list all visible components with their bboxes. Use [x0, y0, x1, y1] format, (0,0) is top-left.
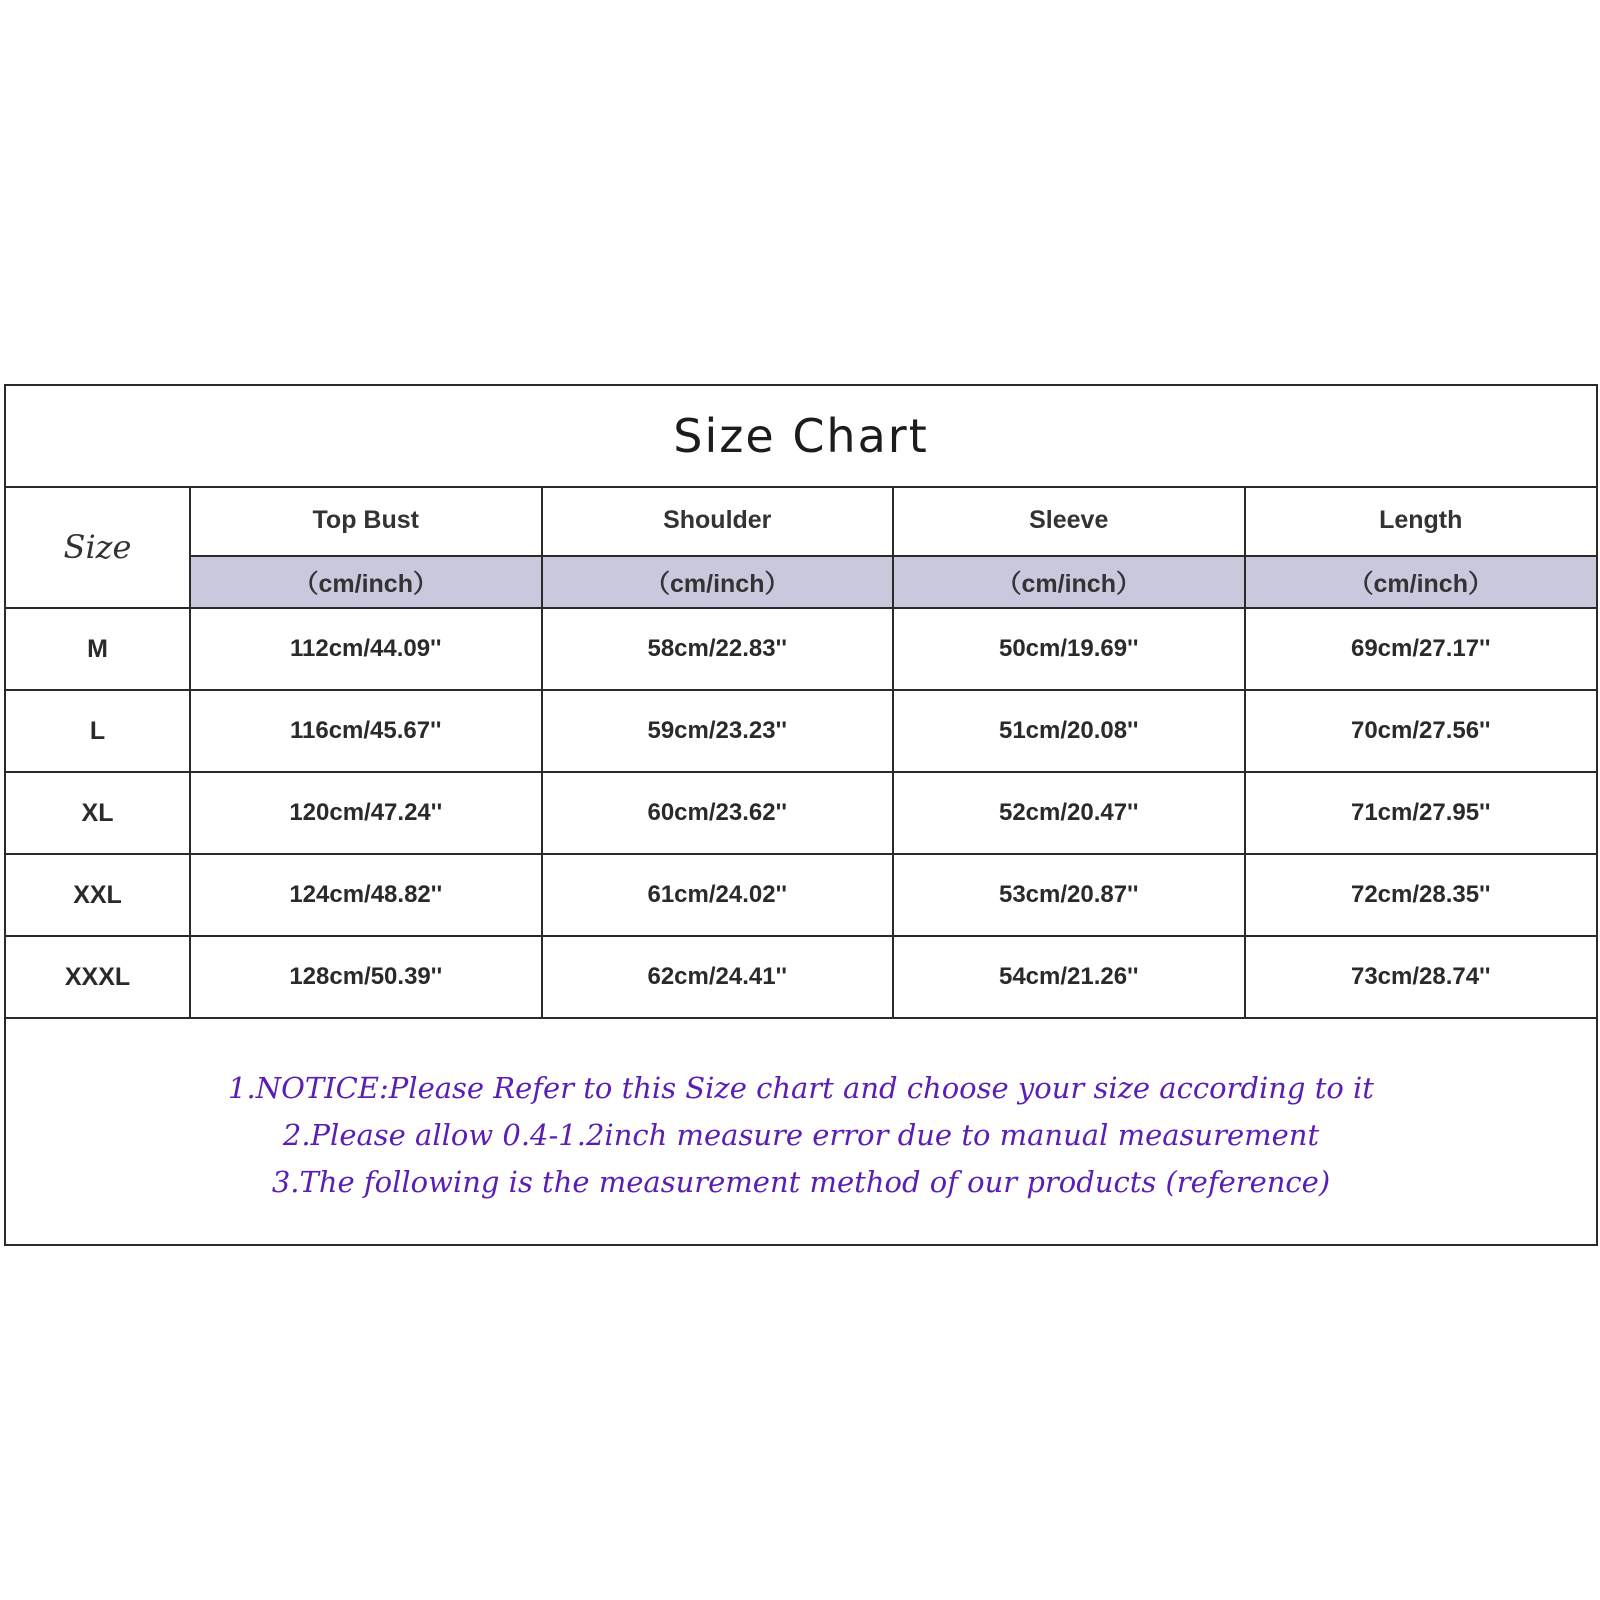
- notice-block: [6, 1026, 1596, 1244]
- cell-length: 69cm/27.17'': [1245, 608, 1597, 690]
- size-label: M: [6, 608, 190, 690]
- size-chart: [4, 384, 1598, 1246]
- unit-row: [6, 556, 1596, 608]
- chart-title: Size Chart: [6, 386, 1596, 488]
- cell-shoulder: 60cm/23.62'': [542, 772, 894, 854]
- notice-line-3: 3.The following is the measurement method of our products (reference): [271, 1164, 1331, 1199]
- cell-length: 70cm/27.56'': [1245, 690, 1597, 772]
- table-row: [6, 608, 1596, 690]
- cell-top-bust: 128cm/50.39'': [190, 936, 542, 1018]
- unit-label-shoulder: （cm/inch）: [542, 556, 894, 608]
- header-row: [6, 486, 1596, 556]
- cell-shoulder: 58cm/22.83'': [542, 608, 894, 690]
- size-label: XXL: [6, 854, 190, 936]
- column-header-top-bust: Top Bust: [190, 486, 542, 556]
- cell-length: 72cm/28.35'': [1245, 854, 1597, 936]
- table-row: [6, 690, 1596, 772]
- cell-shoulder: 62cm/24.41'': [542, 936, 894, 1018]
- size-label: XL: [6, 772, 190, 854]
- cell-sleeve: 52cm/20.47'': [893, 772, 1245, 854]
- cell-length: 73cm/28.74'': [1245, 936, 1597, 1018]
- size-label: XXXL: [6, 936, 190, 1018]
- cell-top-bust: 116cm/45.67'': [190, 690, 542, 772]
- column-header-shoulder: Shoulder: [542, 486, 894, 556]
- notice-line-1: 1.NOTICE:Please Refer to this Size chart and choose your size according to it: [228, 1070, 1374, 1105]
- cell-top-bust: 112cm/44.09'': [190, 608, 542, 690]
- size-table: [6, 486, 1596, 1019]
- cell-top-bust: 124cm/48.82'': [190, 854, 542, 936]
- cell-sleeve: 51cm/20.08'': [893, 690, 1245, 772]
- size-column-header: Size: [6, 486, 190, 608]
- cell-shoulder: 59cm/23.23'': [542, 690, 894, 772]
- unit-label-sleeve: （cm/inch）: [893, 556, 1245, 608]
- unit-label-top-bust: （cm/inch）: [190, 556, 542, 608]
- table-row: [6, 936, 1596, 1018]
- table-row: [6, 854, 1596, 936]
- notice-line-2: 2.Please allow 0.4-1.2inch measure error due to manual measurement: [282, 1117, 1320, 1152]
- column-header-length: Length: [1245, 486, 1597, 556]
- cell-sleeve: 50cm/19.69'': [893, 608, 1245, 690]
- cell-shoulder: 61cm/24.02'': [542, 854, 894, 936]
- unit-label-length: （cm/inch）: [1245, 556, 1597, 608]
- cell-top-bust: 120cm/47.24'': [190, 772, 542, 854]
- cell-sleeve: 54cm/21.26'': [893, 936, 1245, 1018]
- column-header-sleeve: Sleeve: [893, 486, 1245, 556]
- size-label: L: [6, 690, 190, 772]
- cell-length: 71cm/27.95'': [1245, 772, 1597, 854]
- table-row: [6, 772, 1596, 854]
- cell-sleeve: 53cm/20.87'': [893, 854, 1245, 936]
